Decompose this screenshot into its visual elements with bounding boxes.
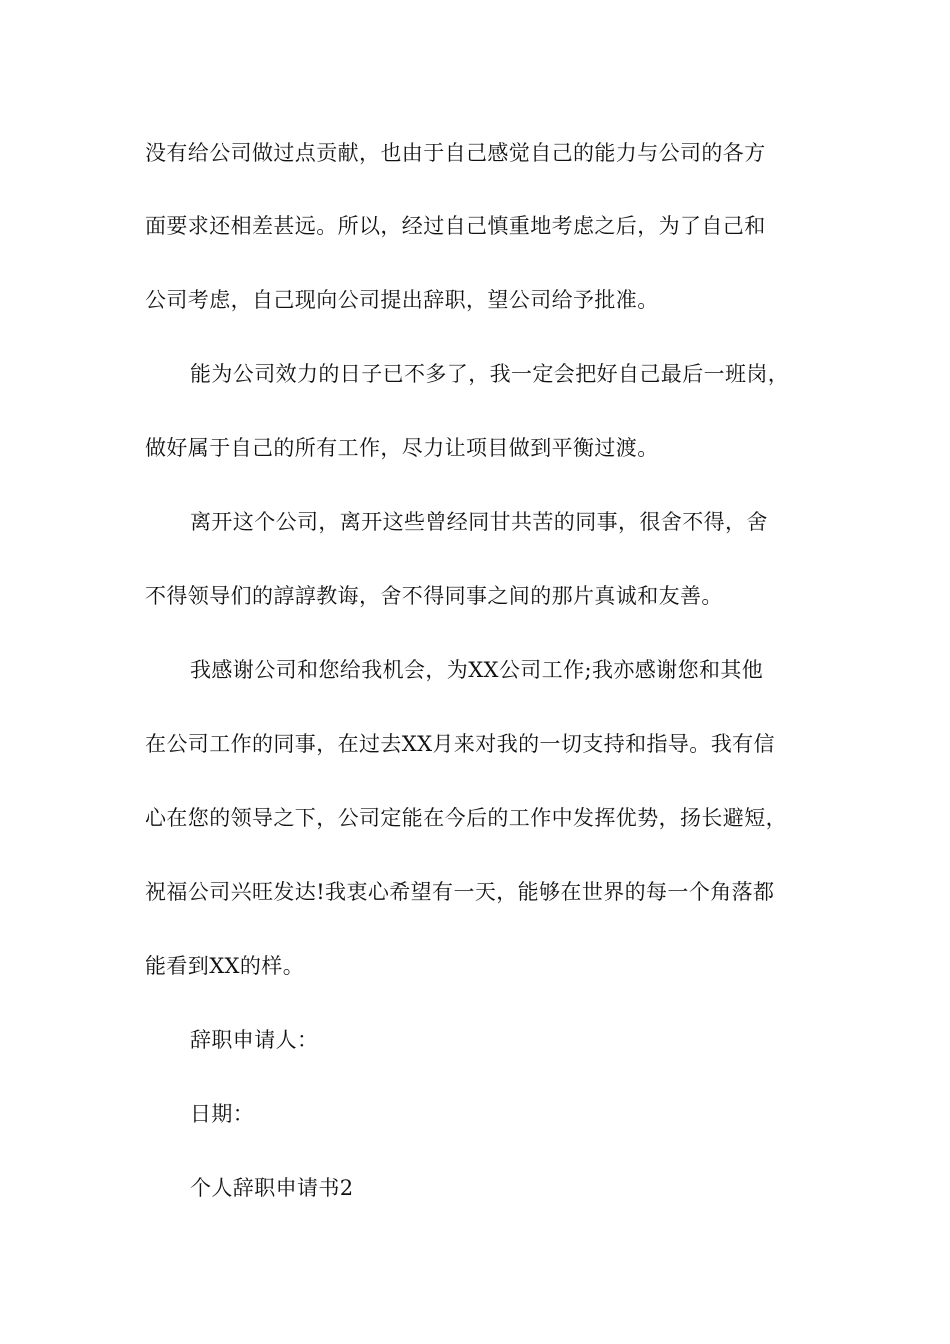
- date-label: 日期：: [190, 1102, 255, 1126]
- text-line-9: 在公司工作的同事，在过去XX月来对我的一切支持和指导。我有信: [145, 732, 775, 756]
- section-heading: 个人辞职申请书2: [190, 1176, 354, 1200]
- text-line-12: 能看到XX的样。: [145, 954, 305, 978]
- text-line-6: 离开这个公司，离开这些曾经同甘共苦的同事，很舍不得，舍: [190, 510, 768, 534]
- text-line-5: 做好属于自己的所有工作，尽力让项目做到平衡过渡。: [145, 436, 659, 460]
- text-line-8: 我感谢公司和您给我机会，为XX公司工作;我亦感谢您和其他: [190, 658, 764, 682]
- text-line-4: 能为公司效力的日子已不多了，我一定会把好自己最后一班岗，: [190, 362, 790, 386]
- text-line-2: 面要求还相差甚远。所以，经过自己慎重地考虑之后，为了自己和: [145, 214, 766, 238]
- applicant-label: 辞职申请人：: [190, 1028, 319, 1052]
- text-line-1: 没有给公司做过点贡献，也由于自己感觉自己的能力与公司的各方: [145, 141, 766, 165]
- text-line-11: 祝福公司兴旺发达!我衷心希望有一天，能够在世界的每一个角落都: [145, 880, 775, 904]
- text-line-10: 心在您的领导之下，公司定能在今后的工作中发挥优势，扬长避短，: [145, 806, 787, 830]
- text-line-3: 公司考虑，自己现向公司提出辞职，望公司给予批准。: [145, 288, 659, 312]
- text-line-7: 不得领导们的諄諄教诲，舍不得同事之间的那片真诚和友善。: [145, 584, 723, 608]
